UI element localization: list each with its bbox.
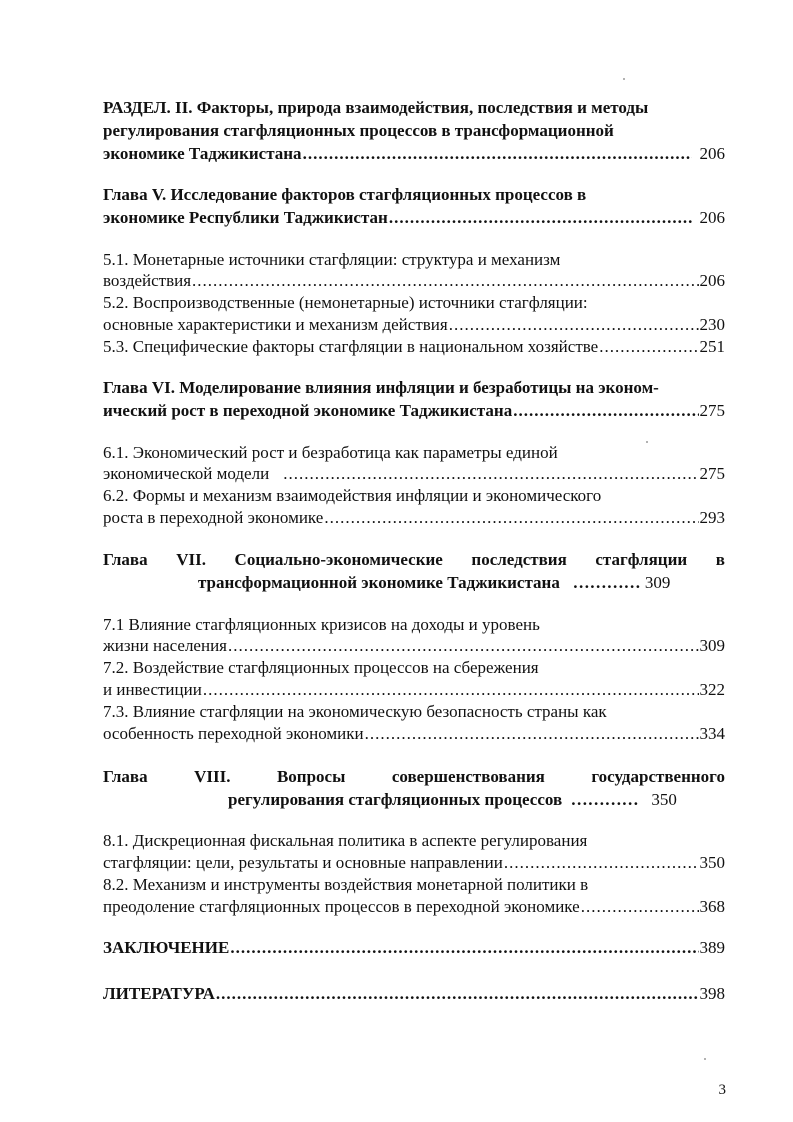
item-7-1-line2: жизни населения — [103, 636, 227, 655]
section2-title-line3: экономике Таджикистана — [103, 144, 302, 163]
chapter8-title-line2-row[interactable] — [228, 789, 718, 811]
conclusion-label: ЗАКЛЮЧЕНИЕ — [103, 938, 230, 957]
section2-title-line1: РАЗДЕЛ. II. Факторы, природа взаимодействия, последствия и методы — [103, 98, 649, 117]
item-7-1-line1: 7.1 Влияние стагфляционных кризисов на доходы и уровень — [103, 615, 540, 634]
chapter7-word: Социально-экономические — [234, 550, 443, 569]
chapter8-page-number: 350 — [651, 790, 677, 809]
chapter6-page-number: 275 — [699, 401, 725, 420]
dot-leader — [203, 679, 699, 701]
chapter8-word: государственного — [591, 767, 725, 786]
chapter6-title-line1: Глава VI. Моделирование влияния инфляции и безработицы на эконом- — [103, 378, 659, 397]
item-7-2-page: 322 — [699, 680, 725, 699]
chapter7-title-line2-row[interactable] — [198, 572, 718, 594]
chapter5-page-number: 206 — [699, 208, 725, 227]
chapter7-word: стагфляции — [595, 550, 688, 569]
section2-page-number: 206 — [699, 144, 725, 163]
dot-leader — [192, 270, 698, 292]
chapter5-entry-leader[interactable] — [103, 207, 725, 229]
item-7-3-entry[interactable] — [103, 723, 725, 745]
item-6-2-entry[interactable] — [103, 507, 725, 529]
chapter7-title-line1 — [103, 549, 725, 571]
dot-leader — [230, 937, 698, 959]
item-6-2-line2: роста в переходной экономике — [103, 508, 324, 527]
chapter5-title-line1: Глава V. Исследование факторов стагфляционных процессов в — [103, 185, 587, 204]
item-8-2-line2: преодоление стагфляционных процессов в переходной экономике — [103, 897, 580, 916]
dot-leader — [216, 983, 699, 1005]
page-number: 3 — [718, 1082, 726, 1098]
item-7-2-line1: 7.2. Воздействие стагфляционных процессов на сбережения — [103, 658, 539, 677]
chapter8-title-line1 — [103, 766, 725, 788]
dot-leader — [228, 635, 699, 657]
item-8-2-entry[interactable] — [103, 896, 725, 918]
dot-leader — [389, 207, 692, 229]
dot-leader — [283, 463, 698, 485]
item-5-2-line2: основные характеристики и механизм действия — [103, 315, 448, 334]
scan-speck — [646, 441, 648, 443]
item-7-3-line2: особенность переходной экономики — [103, 724, 364, 743]
item-5-1-page: 206 — [699, 271, 725, 290]
item-8-1-page: 350 — [699, 853, 725, 872]
conclusion-entry[interactable] — [103, 937, 725, 959]
item-7-1-entry[interactable] — [103, 635, 725, 657]
item-6-1-page: 275 — [699, 464, 725, 483]
literature-page: 398 — [699, 984, 725, 1003]
item-5-1-line2: воздействия — [103, 271, 192, 290]
dot-leader — [581, 896, 699, 918]
scan-speck — [704, 1058, 706, 1060]
dot-leader-short: ………… — [566, 790, 648, 809]
chapter7-word: последствия — [471, 550, 567, 569]
dot-leader — [303, 143, 692, 165]
chapter6-entry-leader[interactable] — [103, 400, 725, 422]
item-5-3-line1: 5.3. Специфические факторы стагфляции в национальном хозяйстве — [103, 337, 599, 356]
section2-entry-leader[interactable] — [103, 143, 725, 165]
chapter7-title-line2: трансформационной экономике Таджикистана — [198, 573, 560, 592]
scan-speck — [623, 78, 625, 80]
chapter7-page-number: 309 — [644, 573, 671, 592]
dot-leader — [449, 314, 699, 336]
chapter7-word: Глава — [103, 550, 148, 569]
item-5-3-page: 251 — [699, 337, 725, 356]
item-5-2-entry[interactable] — [103, 314, 725, 336]
chapter6-title-line2: ический рост в переходной экономике Таджикистана — [103, 401, 513, 420]
item-6-1-line1: 6.1. Экономический рост и безработица как параметры единой — [103, 443, 558, 462]
dot-leader — [599, 336, 698, 358]
item-5-2-line1: 5.2. Воспроизводственные (немонетарные) источники стагфляции: — [103, 293, 588, 312]
chapter8-title-line2: регулирования стагфляционных процессов — [228, 790, 563, 809]
literature-label: ЛИТЕРАТУРА — [103, 984, 215, 1003]
item-6-1-line2: экономической модели — [103, 464, 270, 483]
item-5-3-entry[interactable] — [103, 336, 725, 358]
item-7-3-line1: 7.3. Влияние стагфляции на экономическую безопасность страны как — [103, 702, 607, 721]
chapter5-title-line2: экономике Республики Таджикистан — [103, 208, 388, 227]
chapter7-word: в — [715, 550, 725, 569]
chapter8-word: совершенствования — [391, 767, 545, 786]
item-8-1-entry[interactable] — [103, 852, 725, 874]
section2-title-line2: регулирования стагфляционных процессов в трансформационной — [103, 121, 614, 140]
item-7-2-entry[interactable] — [103, 679, 725, 701]
literature-entry[interactable] — [103, 983, 725, 1005]
dot-leader — [365, 723, 699, 745]
dot-leader — [513, 400, 698, 422]
item-8-2-line1: 8.2. Механизм и инструменты воздействия монетарной политики в — [103, 875, 589, 894]
item-5-1-line1: 5.1. Монетарные источники стагфляции: структура и механизм — [103, 250, 561, 269]
dot-leader — [504, 852, 699, 874]
item-6-2-line1: 6.2. Формы и механизм взаимодействия инфляции и экономического — [103, 486, 602, 505]
item-8-1-line2: стагфляции: цели, результаты и основные направлении — [103, 853, 503, 872]
item-7-2-line2: и инвестиции — [103, 680, 202, 699]
conclusion-page: 389 — [699, 938, 725, 957]
item-6-2-page: 293 — [699, 508, 725, 527]
item-7-1-page: 309 — [699, 636, 725, 655]
chapter7-word: VII. — [176, 550, 206, 569]
item-7-3-page: 334 — [699, 724, 725, 743]
item-8-1-line1: 8.1. Дискреционная фискальная политика в аспекте регулирования — [103, 831, 588, 850]
chapter8-word: Вопросы — [276, 767, 346, 786]
chapter8-word: VIII. — [194, 767, 231, 786]
dot-leader — [324, 507, 698, 529]
item-5-1-entry[interactable] — [103, 270, 725, 292]
item-8-2-page: 368 — [699, 897, 725, 916]
item-6-1-entry[interactable] — [103, 463, 725, 485]
item-5-2-page: 230 — [699, 315, 725, 334]
chapter8-word: Глава — [103, 767, 148, 786]
dot-leader-short: ………… — [564, 573, 641, 592]
